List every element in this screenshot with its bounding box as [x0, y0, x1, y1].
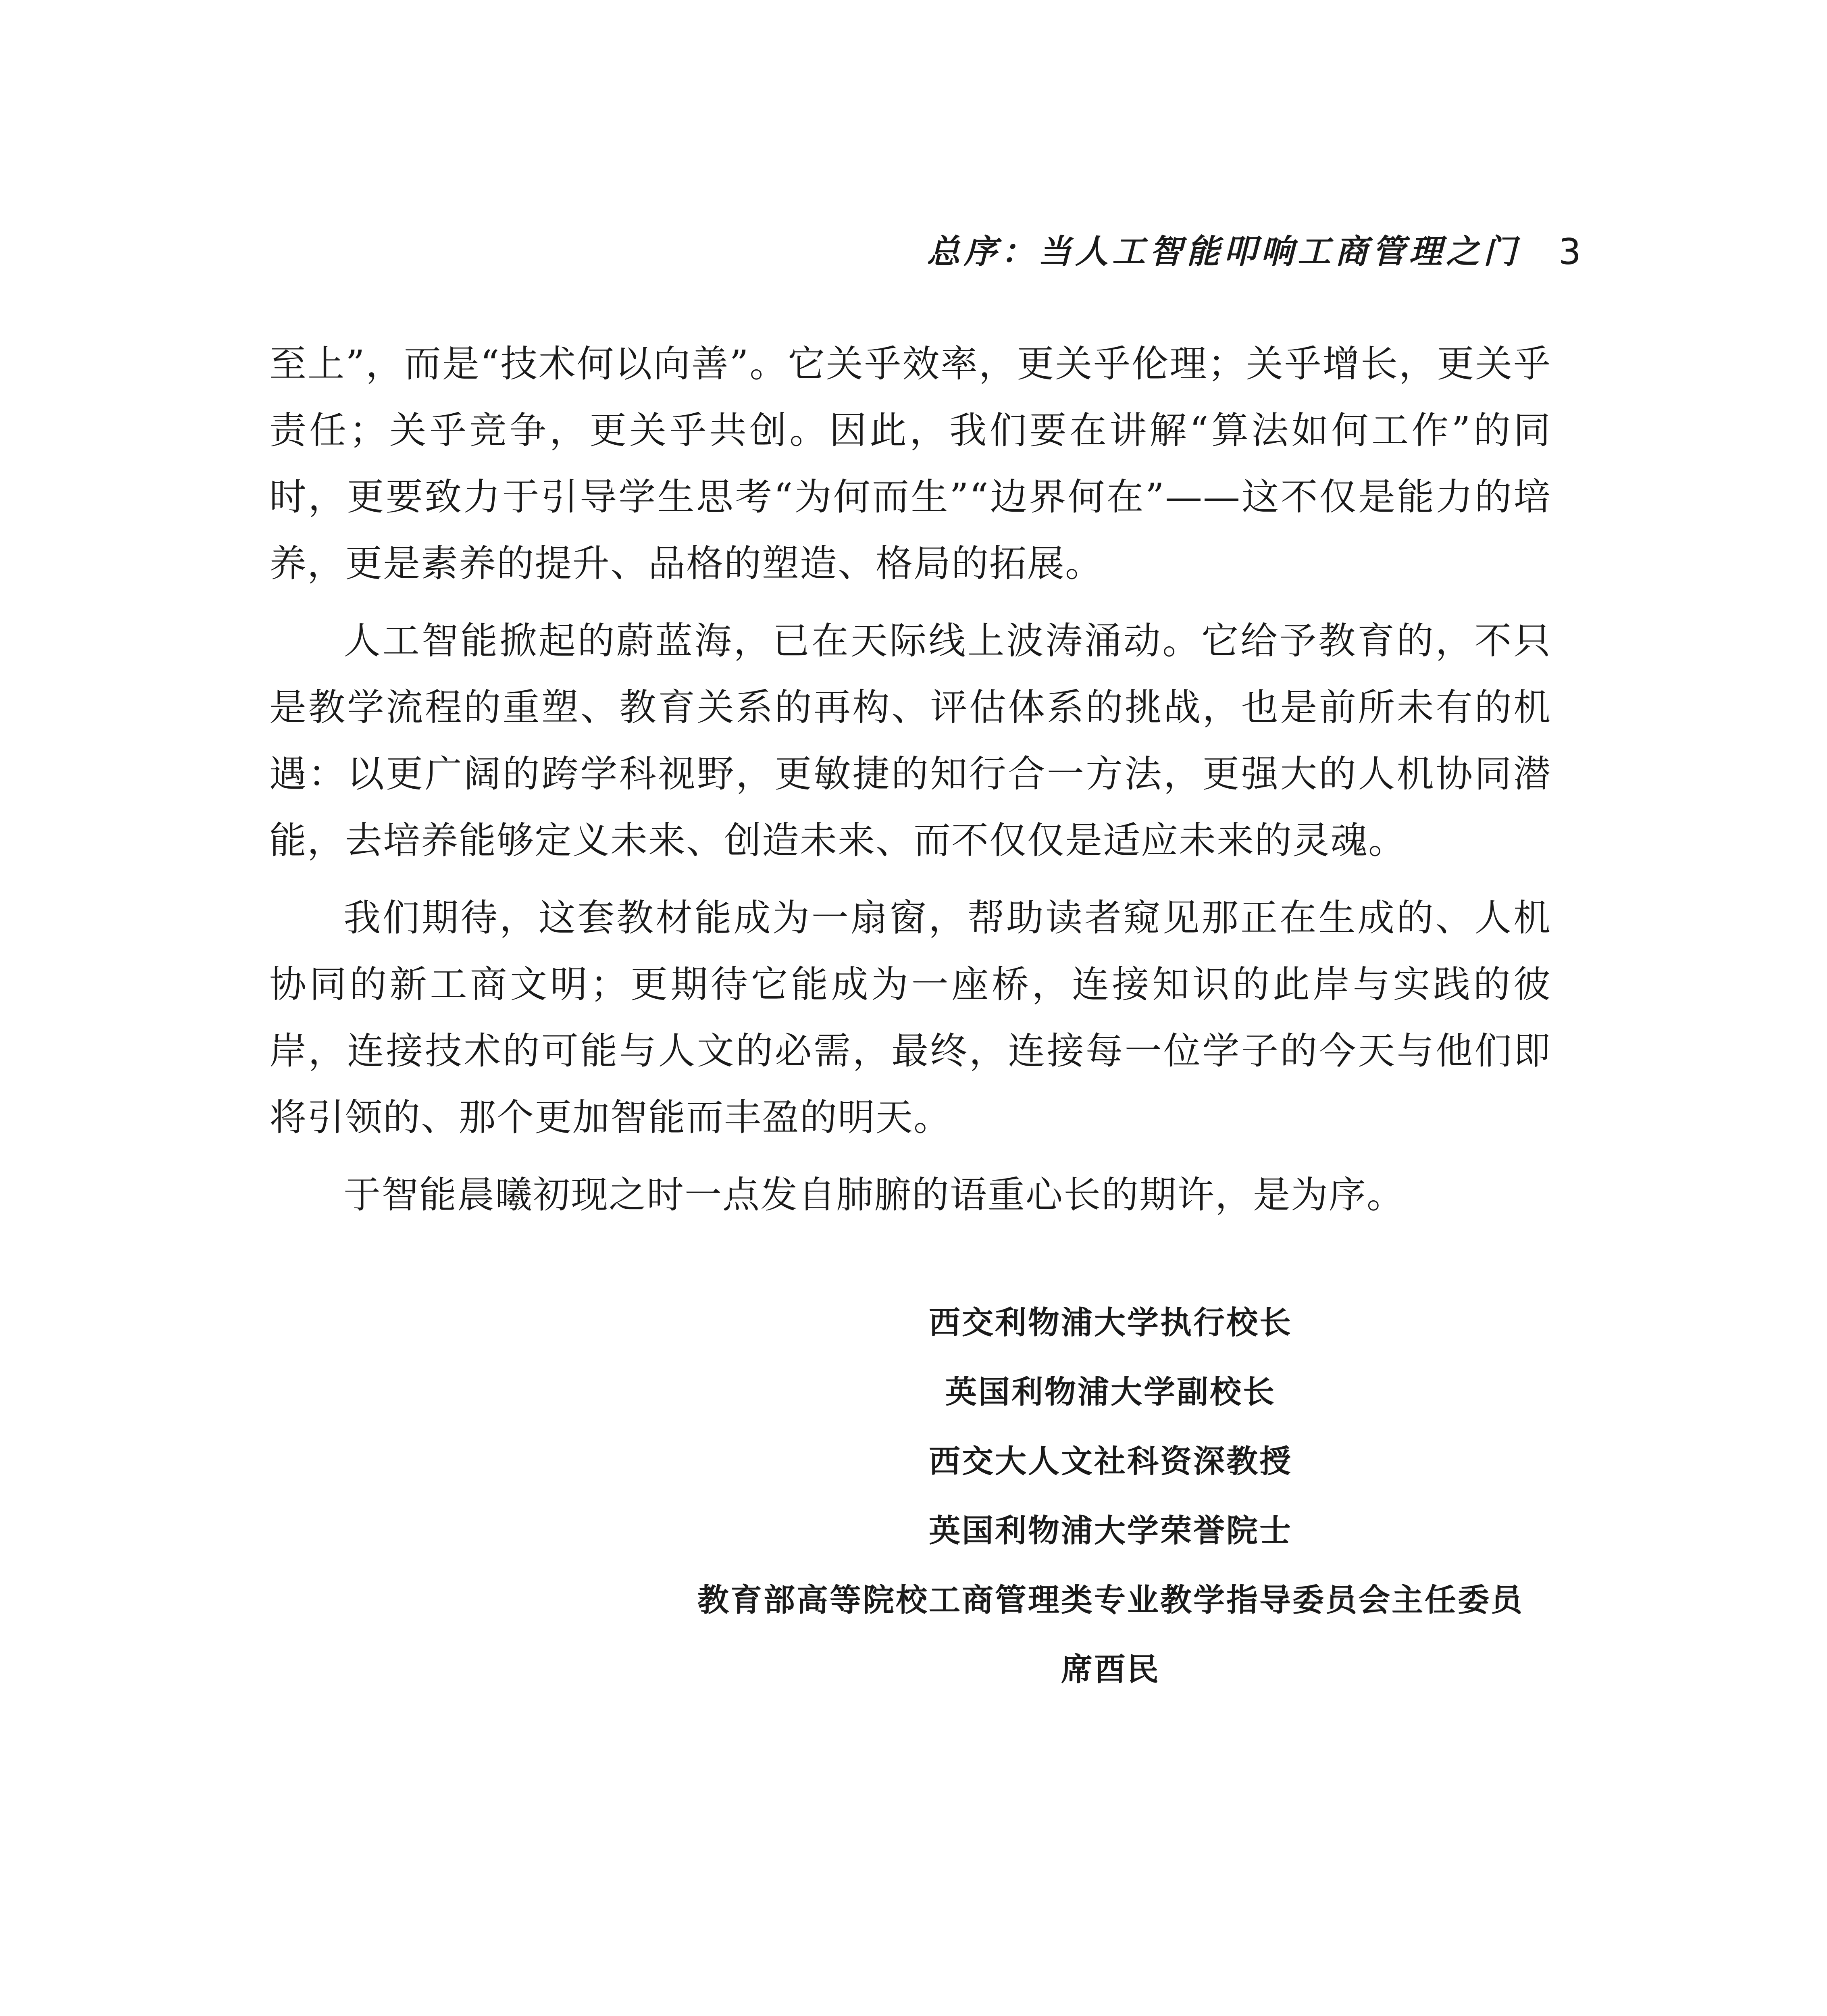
signature-title-2: 英国利物浦大学副校长 — [945, 1374, 1276, 1410]
signature-name: 席酉民 — [1061, 1652, 1160, 1688]
paragraph-2: 人工智能掀起的蔚蓝海，已在天际线上波涛涌动。它给予教育的，不只是教学流程的重塑、教育关系的再构、评估体系的挑战，也是前所未有的机遇：以更广阔的跨学科视野，更敏捷的知行合一方法，更强大的人机协同潜能，去培养能够定义未来、创造未来、而不仅仅是适应未来的灵魂。 — [269, 619, 1551, 862]
page-number: 3 — [1559, 231, 1581, 273]
paragraph-3: 我们期待，这套教材能成为一扇窗，帮助读者窥见那正在生成的、人机协同的新工商文明；更期待它能成为一座桥，连接知识的此岸与实践的彼岸，连接技术的可能与人文的必需，最终，连接每一位学子的今天与他们即将引领的、那个更加智能而丰盈的明天。 — [269, 896, 1551, 1139]
paragraph-1: 至上”，而是“技术何以向善”。它关乎效率，更关乎伦理；关乎增长，更关乎责任；关乎竞争，更关乎共创。因此，我们要在讲解“算法如何工作”的同时，更要致力于引导学生思考“为何而生”“边界何在”——这不仅是能力的培养，更是素养的提升、品格的塑造、格局的拓展。 — [269, 342, 1551, 585]
signature-title-4: 英国利物浦大学荣誉院士 — [928, 1513, 1292, 1549]
paragraph-4: 于智能晨曦初现之时一点发自肺腑的语重心长的期许，是为序。 — [343, 1173, 1405, 1216]
running-head-title: 总序：当人工智能叩响工商管理之门 — [927, 233, 1520, 271]
signature-title-3: 西交大人文社科资深教授 — [928, 1443, 1292, 1480]
running-head — [927, 232, 1581, 272]
signature-title-5: 教育部高等院校工商管理类专业教学指导委员会主任委员 — [697, 1582, 1524, 1618]
signature-block — [669, 1288, 1552, 1704]
signature-title-1: 西交利物浦大学执行校长 — [928, 1305, 1292, 1341]
body-text — [269, 331, 1551, 1239]
